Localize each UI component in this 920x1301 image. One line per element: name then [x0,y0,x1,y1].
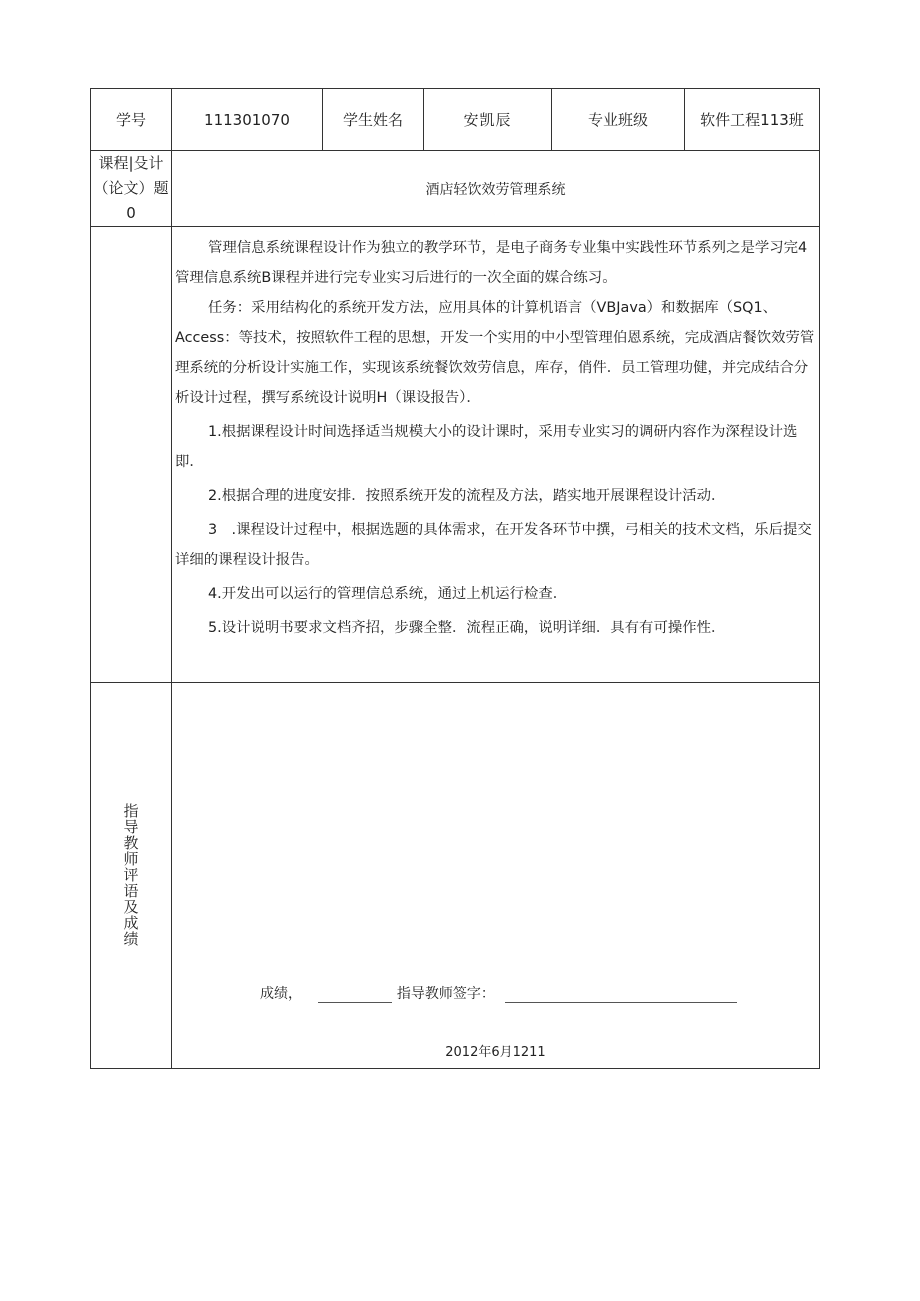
student-name-label: 学生姓名 [323,89,424,151]
comments-label-cell [91,683,172,1069]
requirements-label-cell [91,227,172,683]
signature-blank[interactable] [505,988,737,1003]
requirements-paragraph: 管理信息系统课程设计作为独立的教学环节，是电子商务专业集中实践性环节系列之是学习完4管理信息系统B课程并进行完专业实习后进行的一次全面的媒合练习。 [175,240,808,286]
header-row [91,89,820,151]
requirements-row [91,227,820,683]
comments-row [91,683,820,1069]
topic-label-line3: 0 [126,204,136,222]
topic-value: 酒店轻饮效劳管理系统 [172,151,820,227]
student-id-value: 111301070 [172,89,323,151]
signature-label: 指导教师签字： [396,986,495,1002]
requirements-cell [172,227,820,683]
requirements-paragraph: 1.根据课程设计时间选择适当规模大小的设计课时，采用专业实习的调研内容作为深程设计选即． [175,424,798,470]
class-value: 软件工程113班 [685,89,820,151]
grade-blank[interactable] [318,988,392,1003]
requirements-paragraph: 4.开发出可以运行的管理信总系统，通过上机运行检查． [208,586,568,602]
requirements-text [172,227,819,643]
comments-label: 指导教师评语及成绩 [123,802,139,948]
requirements-paragraph: 任务：采用结构化的系统开发方法，应用具体的计算机语言（VBJava）和数据库（SQ1、Access：等技术，按照软件工程的思想，开发一个实用的中小型管理伯恩系统，完成酒店餐饮效劳管理系统的分析设计实施工作，实现该系统餐饮效劳信息，库存，俏件．员工管理功健，并完成结合分析设计过程，撰写系统设计说明H（课设报告）． [175,300,815,406]
student-name-value: 安凯辰 [424,89,552,151]
topic-row [91,151,820,227]
course-design-form [90,88,820,1069]
signature-line [260,983,737,1003]
requirements-paragraph: 5.设计说明书要求文档齐招，步骤全整．流程正确，说明详细．具有有可操作性． [208,620,726,636]
date: 2012年6月1211 [445,1045,546,1060]
requirements-paragraph: 2.根据合理的进度安排．按照系统开发的流程及方法，踏实地开展课程设计活动． [208,488,726,504]
requirements-paragraph: 3 .课程设计过程中，根据选题的具体需求，在开发各环节中撰，弓相关的技术文档，乐后提交详细的课程设计报告。 [175,522,812,568]
document-sheet [90,88,819,1069]
comments-cell [172,683,820,1069]
topic-label-line1: 课程|殳计 [98,154,164,172]
topic-label [91,151,172,227]
grade-label: 成绩， [260,986,302,1002]
class-label: 专业班级 [552,89,685,151]
student-id-label: 学号 [91,89,172,151]
topic-label-line2: （论文）题 [93,179,169,197]
